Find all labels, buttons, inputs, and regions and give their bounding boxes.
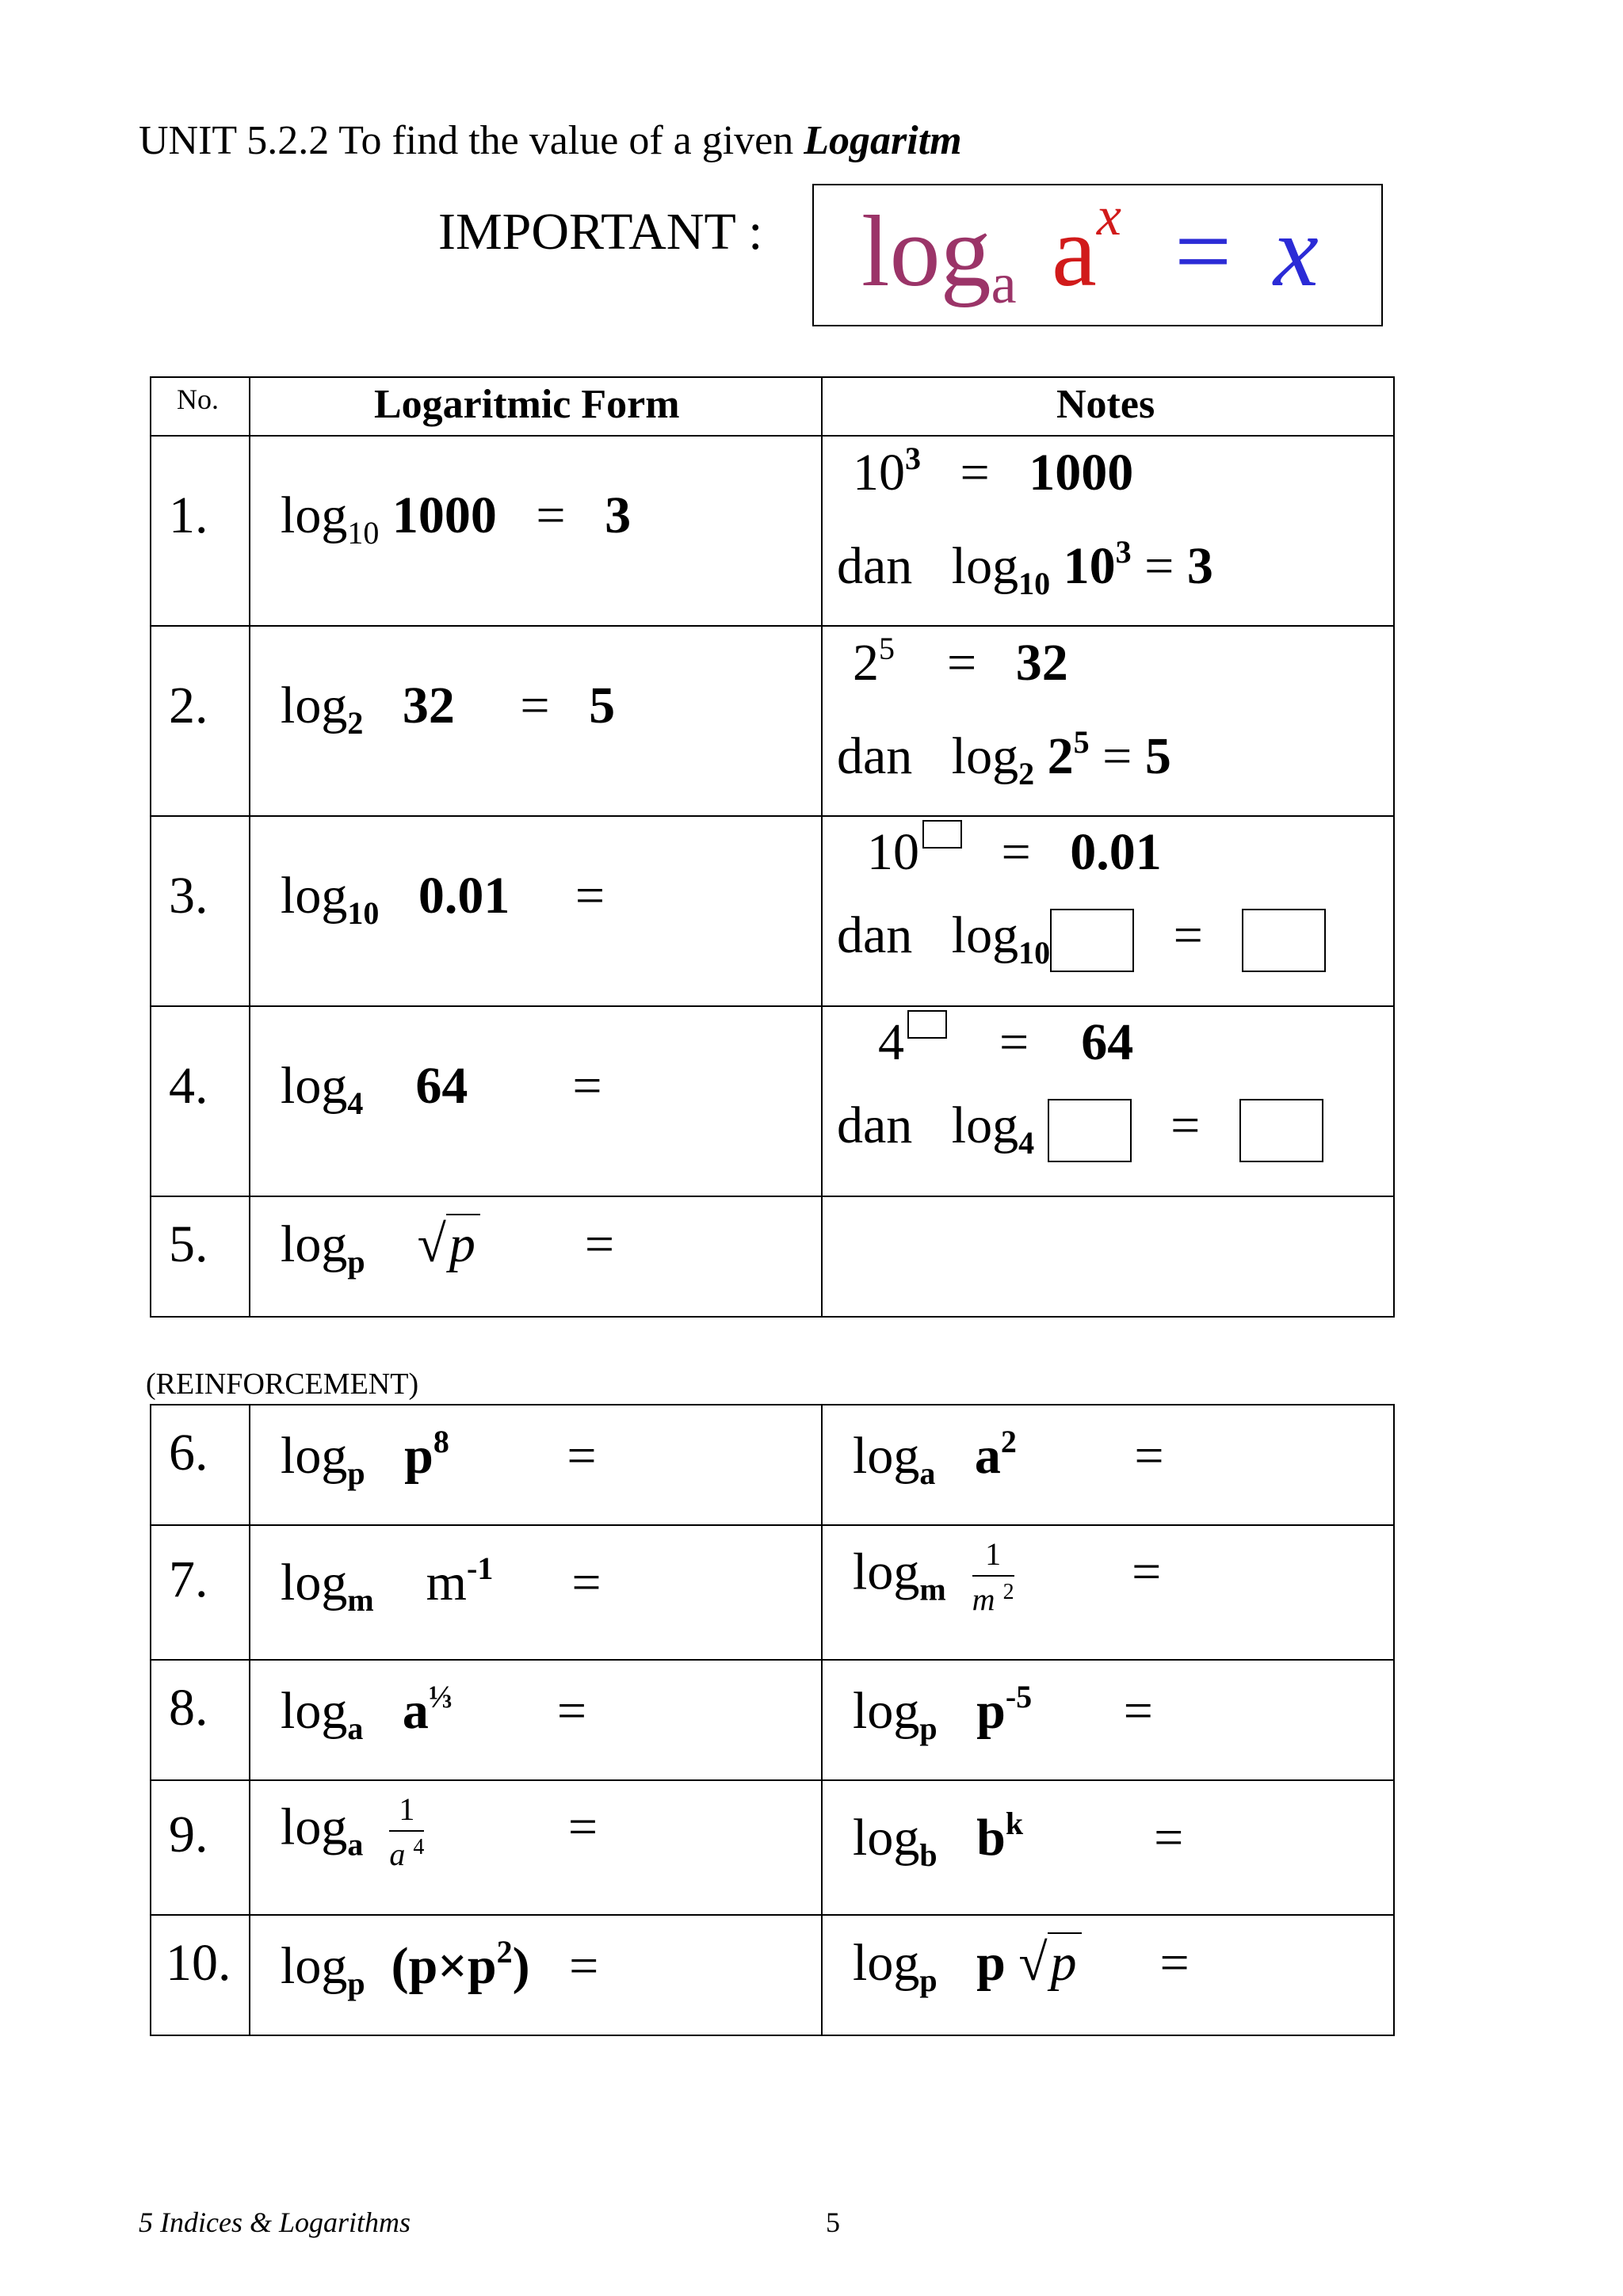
header-form: Logaritmic Form <box>374 382 680 427</box>
row-number: 5. <box>169 1215 208 1273</box>
row-number: 10. <box>166 1934 231 1992</box>
formula-result: x <box>1274 195 1319 307</box>
reinforcement-label: (REINFORCEMENT) <box>146 1367 419 1401</box>
answer-box[interactable] <box>922 820 962 849</box>
exercise-left: $\log_a$ $\frac{1}{a ^4}$ = <box>281 1791 598 1872</box>
exercise-left: $\log_m$ $m^{-1}$ = <box>281 1550 601 1618</box>
note-log-form: dan $\log_4$ = <box>837 1096 1323 1162</box>
formula-equals: = <box>1174 195 1232 307</box>
table-row <box>151 816 1394 1006</box>
log-expression: $\log_4$ 64 = <box>281 1057 602 1121</box>
exercise-left: $\log_a$ $a^{\frac{1}{3}}$ = <box>281 1679 587 1746</box>
header-no: No. <box>177 383 219 415</box>
table-row <box>151 1525 1394 1660</box>
formula-power: $a^x$ <box>1052 186 1121 307</box>
exercise-right: $\log_a$ $a^2$ = <box>853 1424 1164 1491</box>
row-number: 7. <box>169 1550 208 1608</box>
table-header-row <box>151 377 1394 436</box>
page-title: UNIT 5.2.2 To find the value of a given Logaritm <box>139 118 962 163</box>
answer-box[interactable] <box>1242 909 1326 972</box>
table-row <box>151 1660 1394 1780</box>
table-row <box>151 626 1394 816</box>
note-log-form: dan $\log_{10} 10^3 = 3$ <box>837 534 1213 601</box>
table-row <box>151 436 1394 626</box>
log-expression: $\log_{10}$ 0.01 = <box>281 867 605 931</box>
table-row <box>151 1780 1394 1915</box>
fraction: $\frac{1}{a ^4}$ <box>389 1791 425 1872</box>
note-log-form: dan $\log_{10}$ = <box>837 906 1326 972</box>
answer-box[interactable] <box>1050 909 1134 972</box>
formula-log: $\log_a$ <box>861 195 1017 315</box>
exercise-right: $\log_b$ $b^k$ = <box>853 1806 1184 1873</box>
square-root: √p <box>1018 1933 1081 1993</box>
exercise-right: $\log_m$ $\frac{1}{m ^2}$ = <box>853 1536 1162 1617</box>
answer-box[interactable] <box>907 1010 947 1039</box>
note-log-form: dan $\log_2 2^5 = 5$ <box>837 724 1171 791</box>
note-index-form: $2^5$ = 32 <box>853 631 1068 692</box>
table-row <box>151 1006 1394 1196</box>
table-row <box>151 1915 1394 2035</box>
reinforcement-table <box>150 1404 1395 2036</box>
important-label: IMPORTANT : <box>438 203 763 261</box>
log-expression: $\log_p$ √p = <box>281 1215 615 1280</box>
header-notes: Notes <box>1056 382 1155 427</box>
row-number: 2. <box>169 677 208 734</box>
square-root: √p <box>418 1215 480 1275</box>
note-index-form: 4 = 64 <box>878 1010 1133 1073</box>
row-number: 3. <box>169 867 208 925</box>
row-number: 9. <box>169 1806 208 1863</box>
footer-chapter: 5 Indices & Logarithms <box>139 2206 411 2238</box>
exercise-right: $\log_p$ $p^{-5}$ = <box>853 1679 1153 1746</box>
important-formula-box <box>812 184 1383 326</box>
answer-box[interactable] <box>1048 1099 1132 1162</box>
exercise-right: $\log_p$ p √p = <box>853 1934 1190 1998</box>
table-row <box>151 1405 1394 1525</box>
row-number: 6. <box>169 1424 208 1482</box>
table-row <box>151 1196 1394 1317</box>
fraction: $\frac{1}{m ^2}$ <box>972 1536 1014 1617</box>
page-number: 5 <box>826 2206 840 2238</box>
answer-box[interactable] <box>1239 1099 1323 1162</box>
exercise-left: $\log_p (p\times p^2)$ = <box>281 1934 599 2001</box>
logarithm-table <box>150 376 1395 1318</box>
row-number: 4. <box>169 1057 208 1115</box>
note-index-form: $10^3$ = 1000 <box>853 441 1134 502</box>
row-number: 8. <box>169 1679 208 1737</box>
exercise-left: $\log_p$ $p^8$ = <box>281 1424 597 1491</box>
log-expression: $\log_2$ 32 = 5 <box>281 677 616 741</box>
log-expression: $\log_{10} 1000$ = 3 <box>281 486 632 551</box>
note-index-form: 10 = 0.01 <box>867 820 1162 883</box>
row-number: 1. <box>169 486 208 544</box>
